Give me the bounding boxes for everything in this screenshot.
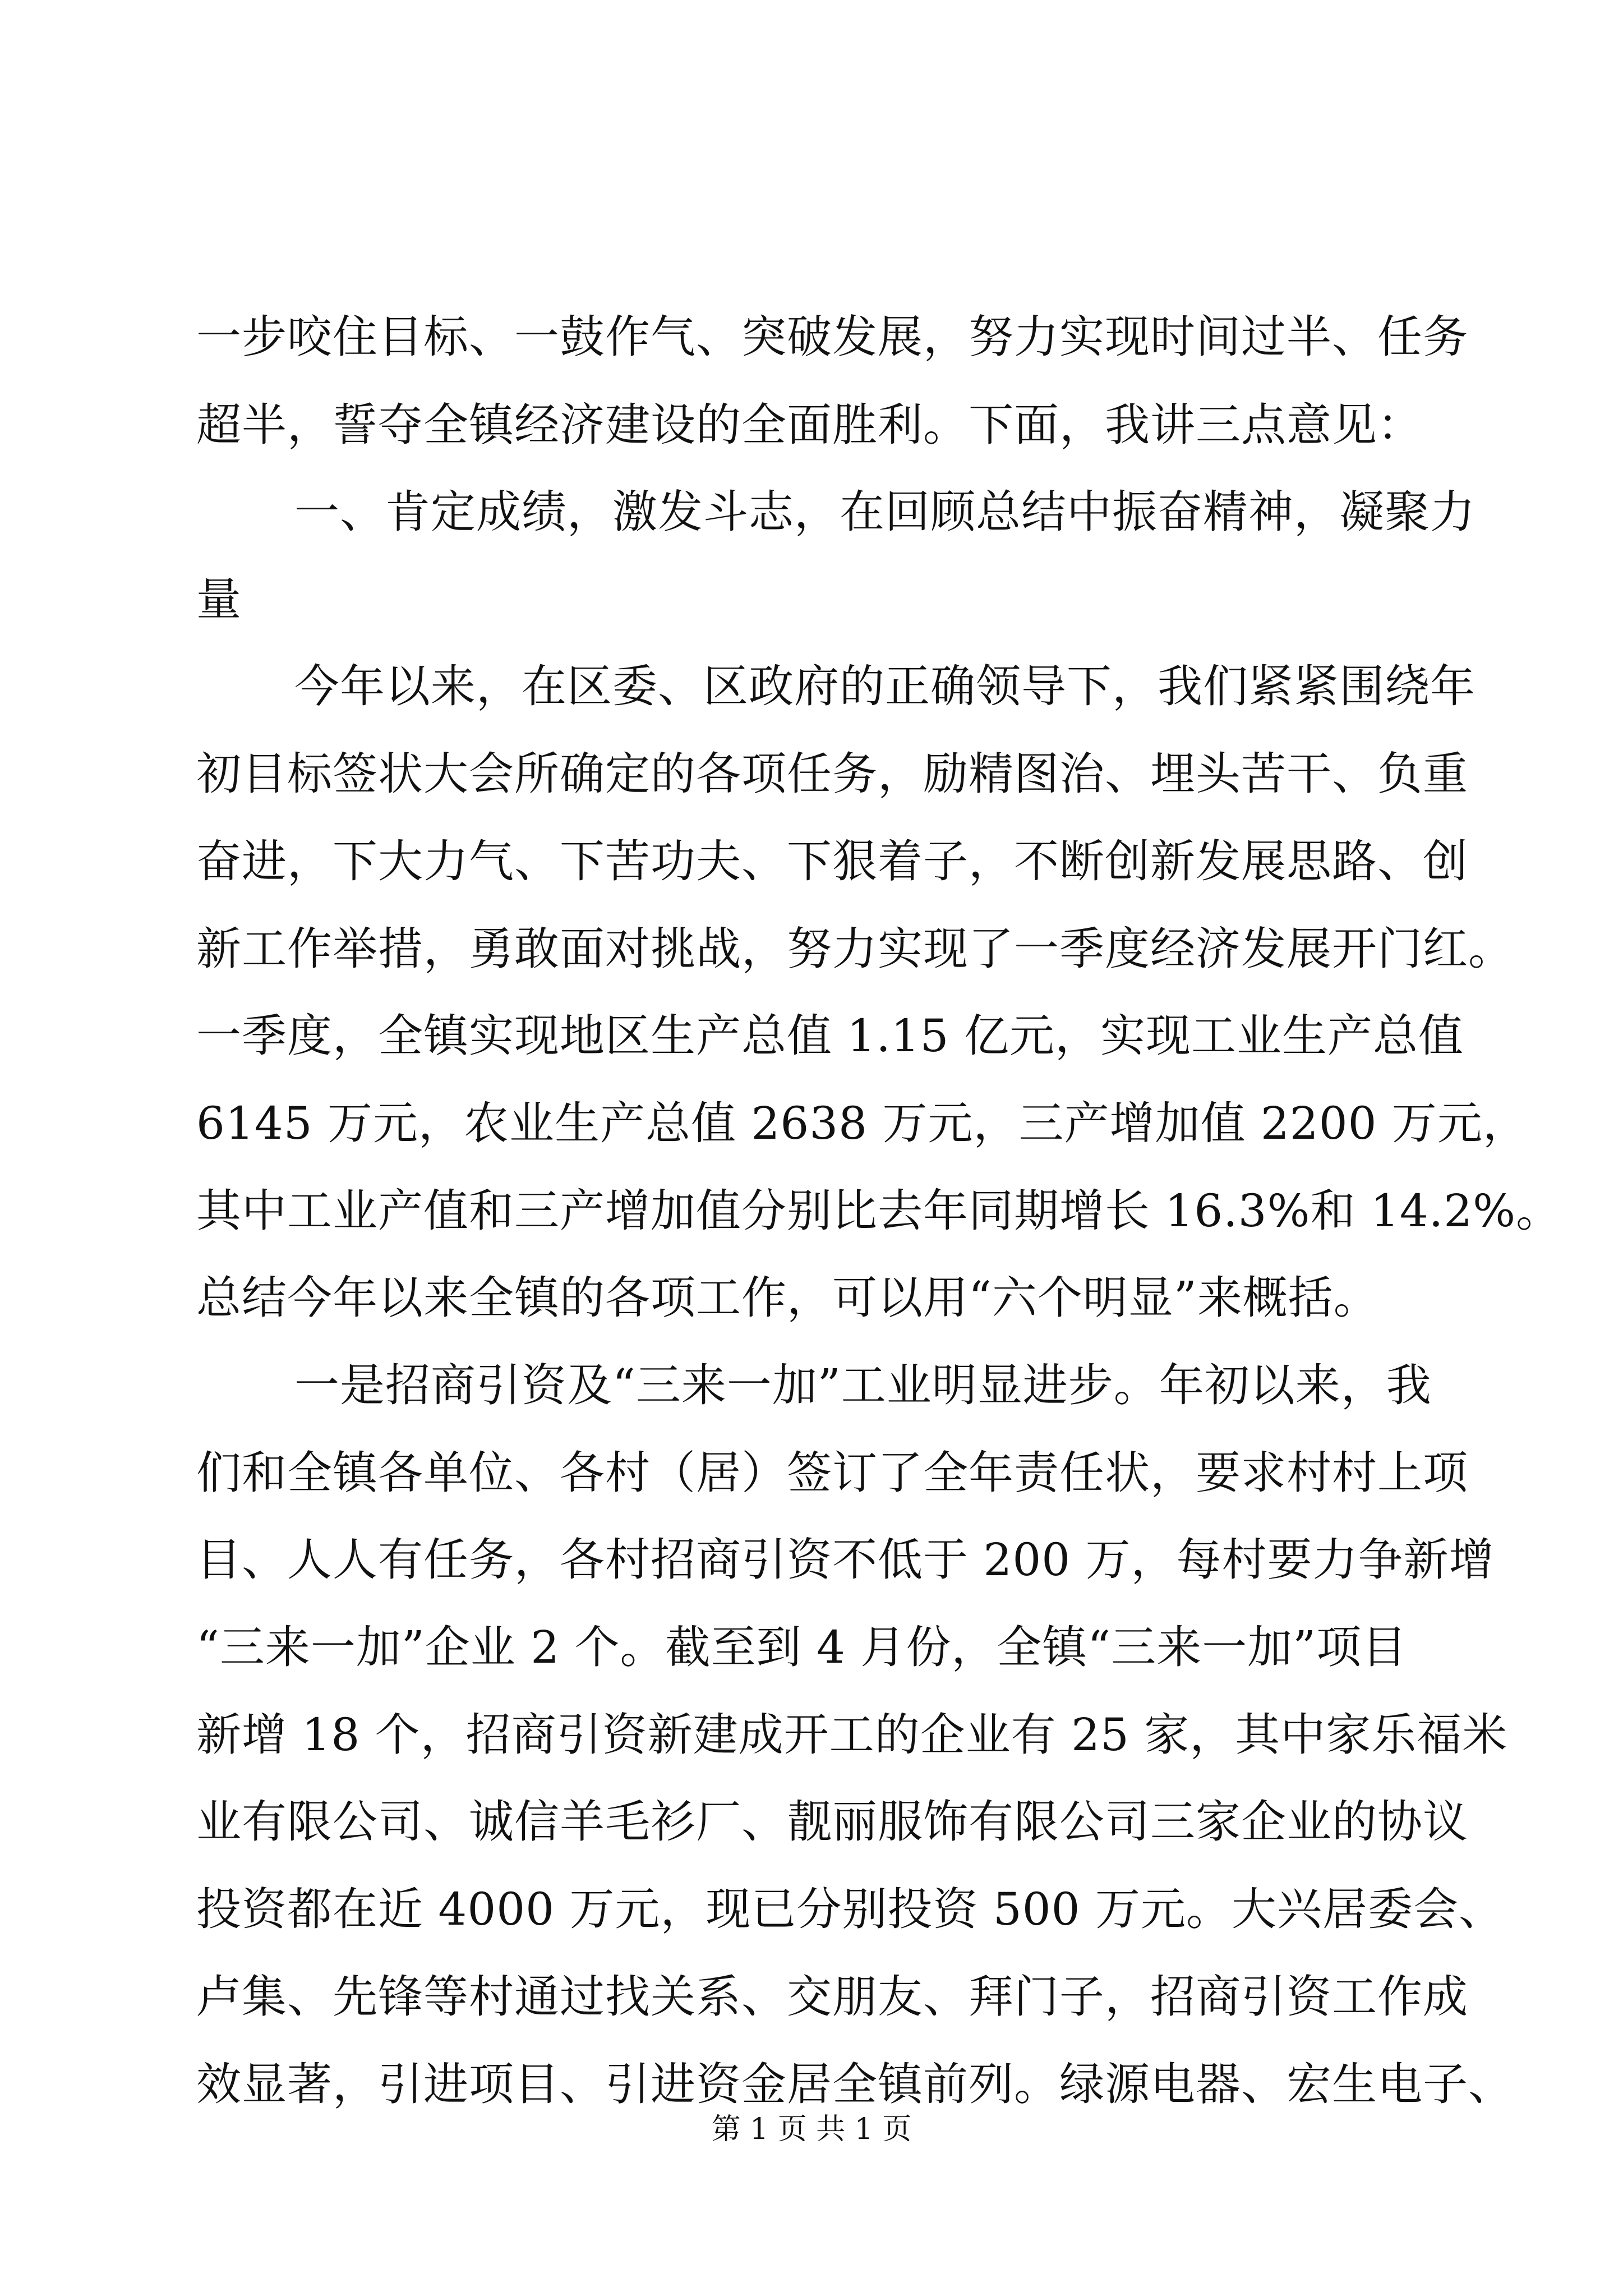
- section-heading-continued: 量: [196, 573, 242, 625]
- text-line: 新工作举措，勇敢面对挑战，努力实现了一季度经济发展开门红。: [196, 923, 1514, 975]
- text-line: 6145 万元，农业生产总值 2638 万元，三产增加值 2200 万元，: [196, 1097, 1528, 1149]
- text-line: “三来一加”企业 2 个。截至到 4 月份，全镇“三来一加”项目: [196, 1621, 1408, 1673]
- page-footer: 第 1 页 共 1 页: [711, 2113, 912, 2146]
- text-line: 初目标签状大会所确定的各项任务，励精图治、埋头苦干、负重: [196, 748, 1468, 800]
- text-line: 效显著，引进项目、引进资金居全镇前列。绿源电器、宏生电子、: [196, 2058, 1514, 2110]
- section-heading: 一、肯定成绩，激发斗志，在回顾总结中振奋精神，凝聚力: [294, 486, 1476, 538]
- text-line: 一步咬住目标、一鼓作气、突破发展，努力实现时间过半、任务: [196, 311, 1468, 363]
- text-line: 们和全镇各单位、各村（居）签订了全年责任状，要求村村上项: [196, 1447, 1468, 1499]
- text-line: 今年以来，在区委、区政府的正确领导下，我们紧紧围绕年: [294, 660, 1476, 712]
- text-line: 业有限公司、诚信羊毛衫厂、靓丽服饰有限公司三家企业的协议: [196, 1796, 1468, 1848]
- text-line: 新增 18 个，招商引资新建成开工的企业有 25 家，其中家乐福米: [196, 1709, 1508, 1761]
- text-line: 一季度，全镇实现地区生产总值 1.15 亿元，实现工业生产总值: [196, 1010, 1464, 1062]
- text-line: 投资都在近 4000 万元，现已分别投资 500 万元。大兴居委会、: [196, 1883, 1505, 1935]
- text-line: 其中工业产值和三产增加值分别比去年同期增长 16.3%和 14.2%。: [196, 1185, 1562, 1237]
- text-line: 超半，誓夺全镇经济建设的全面胜利。下面，我讲三点意见：: [196, 399, 1423, 451]
- text-line: 总结今年以来全镇的各项工作，可以用“六个明显”来概括。: [196, 1272, 1379, 1324]
- text-line: 目、人人有任务，各村招商引资不低于 200 万，每村要力争新增: [196, 1534, 1495, 1586]
- text-line: 奋进，下大力气、下苦功夫、下狠着子，不断创新发展思路、创: [196, 835, 1468, 887]
- text-line: 一是招商引资及“三来一加”工业明显进步。年初以来，我: [294, 1359, 1432, 1411]
- text-line: 卢集、先锋等村通过找关系、交朋友、拜门子，招商引资工作成: [196, 1971, 1468, 2023]
